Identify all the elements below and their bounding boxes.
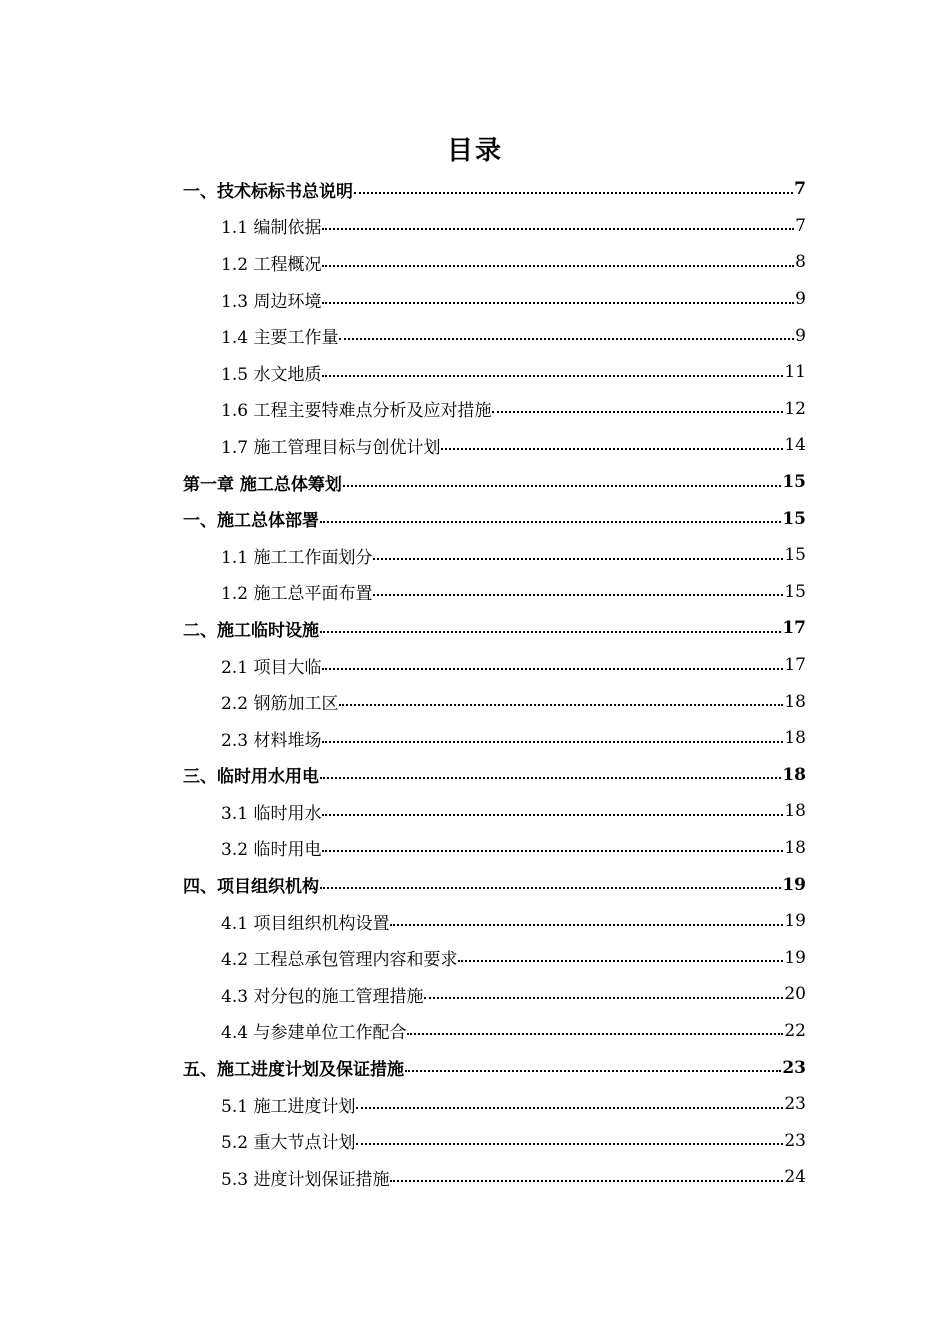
toc-entry-text: 1.1 编制依据 bbox=[221, 218, 322, 239]
toc-page-number: 8 bbox=[795, 252, 806, 273]
toc-dot-leader bbox=[343, 484, 781, 487]
toc-entry[interactable] bbox=[183, 1159, 806, 1196]
toc-dot-leader bbox=[322, 301, 794, 304]
toc-dot-leader bbox=[322, 667, 783, 670]
toc-dot-leader bbox=[354, 191, 793, 194]
toc-entry-text: 4.3 对分包的施工管理措施 bbox=[221, 986, 424, 1007]
toc-entry-text: 1.4 主要工作量 bbox=[221, 328, 339, 349]
toc-dot-leader bbox=[322, 227, 794, 230]
toc-page-number: 19 bbox=[784, 911, 806, 932]
toc-dot-leader bbox=[339, 703, 783, 706]
toc-entry[interactable] bbox=[183, 281, 806, 318]
toc-entry-text: 4.2 工程总承包管理内容和要求 bbox=[221, 950, 458, 971]
toc-page-number: 9 bbox=[795, 289, 806, 310]
toc-entry[interactable] bbox=[183, 830, 806, 867]
toc-page-number: 11 bbox=[784, 362, 806, 383]
toc-entry-text: 1.5 水文地质 bbox=[221, 364, 322, 385]
toc-entry[interactable] bbox=[183, 939, 806, 976]
toc-entry[interactable] bbox=[183, 537, 806, 574]
toc-entry-text: 1.2 施工总平面布置 bbox=[221, 584, 373, 605]
toc-page-number: 20 bbox=[784, 984, 806, 1005]
toc-entry[interactable] bbox=[183, 464, 806, 501]
toc-entry-text: 4.1 项目组织机构设置 bbox=[221, 913, 390, 934]
toc-page-number: 23 bbox=[782, 1057, 806, 1078]
toc-dot-leader bbox=[356, 1106, 783, 1109]
toc-page-number: 18 bbox=[784, 728, 806, 749]
toc-entry[interactable] bbox=[183, 866, 806, 903]
toc-dot-leader bbox=[320, 520, 781, 523]
toc-page-number: 17 bbox=[784, 655, 806, 676]
toc-dot-leader bbox=[390, 923, 783, 926]
toc-entry-text: 1.7 施工管理目标与创优计划 bbox=[221, 437, 441, 458]
toc-dot-leader bbox=[390, 1179, 783, 1182]
toc-page-number: 12 bbox=[784, 398, 806, 419]
toc-entry[interactable] bbox=[183, 683, 806, 720]
toc-dot-leader bbox=[373, 557, 783, 560]
toc-entry-text: 5.3 进度计划保证措施 bbox=[221, 1169, 390, 1190]
toc-page-number: 14 bbox=[784, 435, 806, 456]
toc-dot-leader bbox=[322, 740, 783, 743]
toc-page-number: 23 bbox=[784, 1094, 806, 1115]
toc-page-number: 18 bbox=[784, 801, 806, 822]
toc-page-number: 22 bbox=[784, 1020, 806, 1041]
toc-entry[interactable] bbox=[183, 720, 806, 757]
toc-dot-leader bbox=[356, 1142, 783, 1145]
toc-entry[interactable] bbox=[183, 391, 806, 428]
toc-page-number: 24 bbox=[784, 1167, 806, 1188]
toc-dot-leader bbox=[492, 410, 783, 413]
toc-entry-text: 5.1 施工进度计划 bbox=[221, 1096, 356, 1117]
toc-entry[interactable] bbox=[183, 610, 806, 647]
toc-entry-text: 2.2 钢筋加工区 bbox=[221, 694, 339, 715]
toc-entry[interactable] bbox=[183, 427, 806, 464]
toc-dot-leader bbox=[322, 813, 783, 816]
toc-entry[interactable] bbox=[183, 354, 806, 391]
toc-entry-text: 4.4 与参建单位工作配合 bbox=[221, 1023, 407, 1044]
toc-entry[interactable] bbox=[183, 171, 806, 208]
toc-page-number: 17 bbox=[782, 618, 806, 639]
toc-entry[interactable] bbox=[183, 976, 806, 1013]
toc-page-number: 18 bbox=[784, 691, 806, 712]
toc-dot-leader bbox=[373, 593, 783, 596]
toc-entry[interactable] bbox=[183, 1122, 806, 1159]
toc-entry-text: 2.1 项目大临 bbox=[221, 657, 322, 678]
toc-entry-text: 1.6 工程主要特难点分析及应对措施 bbox=[221, 401, 492, 422]
toc-dot-leader bbox=[322, 264, 794, 267]
toc-page-number: 15 bbox=[784, 581, 806, 602]
toc-entry-text: 1.1 施工工作面划分 bbox=[221, 547, 373, 568]
toc-entry-text: 3.1 临时用水 bbox=[221, 803, 322, 824]
toc-entry[interactable] bbox=[183, 757, 806, 794]
toc-dot-leader bbox=[424, 996, 783, 999]
toc-page-number: 15 bbox=[784, 545, 806, 566]
toc-dot-leader bbox=[405, 1069, 781, 1072]
toc-entry-text: 1.2 工程概况 bbox=[221, 254, 322, 275]
toc-entry[interactable] bbox=[183, 1086, 806, 1123]
toc-title: 目录 bbox=[446, 136, 503, 166]
toc-page-number: 9 bbox=[795, 325, 806, 346]
toc-page-number: 19 bbox=[782, 874, 806, 895]
toc-entry[interactable] bbox=[183, 317, 806, 354]
toc-page-number: 7 bbox=[794, 179, 806, 200]
toc-entry[interactable] bbox=[183, 574, 806, 611]
toc-dot-leader bbox=[407, 1032, 783, 1035]
toc-entry-text: 5.2 重大节点计划 bbox=[221, 1133, 356, 1154]
toc-page-number: 15 bbox=[782, 508, 806, 529]
toc-dot-leader bbox=[441, 447, 783, 450]
toc-entry-text: 二、施工临时设施 bbox=[183, 620, 319, 641]
toc-entry[interactable] bbox=[183, 244, 806, 281]
toc-dot-leader bbox=[320, 886, 781, 889]
toc-entry[interactable] bbox=[183, 1013, 806, 1050]
toc-dot-leader bbox=[320, 630, 781, 633]
toc-entry-text: 一、施工总体部署 bbox=[183, 511, 319, 532]
toc-entry-text: 五、施工进度计划及保证措施 bbox=[183, 1060, 404, 1081]
toc-page-number: 23 bbox=[784, 1130, 806, 1151]
toc-entry[interactable] bbox=[183, 903, 806, 940]
toc-page-number: 18 bbox=[782, 764, 806, 785]
toc-entry-text: 3.2 临时用电 bbox=[221, 840, 322, 861]
toc-page-number: 19 bbox=[784, 947, 806, 968]
toc-page-number: 18 bbox=[784, 837, 806, 858]
toc-entry[interactable] bbox=[183, 1049, 806, 1086]
toc-entry-text: 1.3 周边环境 bbox=[221, 291, 322, 312]
toc-entry[interactable] bbox=[183, 500, 806, 537]
toc-entry[interactable] bbox=[183, 647, 806, 684]
toc-entry[interactable] bbox=[183, 208, 806, 245]
toc-entry-text: 一、技术标标书总说明 bbox=[183, 181, 353, 202]
toc-dot-leader bbox=[322, 374, 783, 377]
toc-list bbox=[183, 171, 806, 1196]
toc-dot-leader bbox=[458, 959, 783, 962]
toc-page-number: 7 bbox=[795, 215, 806, 236]
toc-entry-text: 第一章 施工总体筹划 bbox=[183, 474, 342, 495]
toc-entry-text: 三、临时用水用电 bbox=[183, 767, 319, 788]
toc-page-number: 15 bbox=[782, 472, 806, 493]
toc-dot-leader bbox=[339, 337, 794, 340]
toc-dot-leader bbox=[320, 776, 781, 779]
toc-entry[interactable] bbox=[183, 793, 806, 830]
toc-entry-text: 四、项目组织机构 bbox=[183, 877, 319, 898]
toc-entry-text: 2.3 材料堆场 bbox=[221, 730, 322, 751]
toc-dot-leader bbox=[322, 849, 783, 852]
